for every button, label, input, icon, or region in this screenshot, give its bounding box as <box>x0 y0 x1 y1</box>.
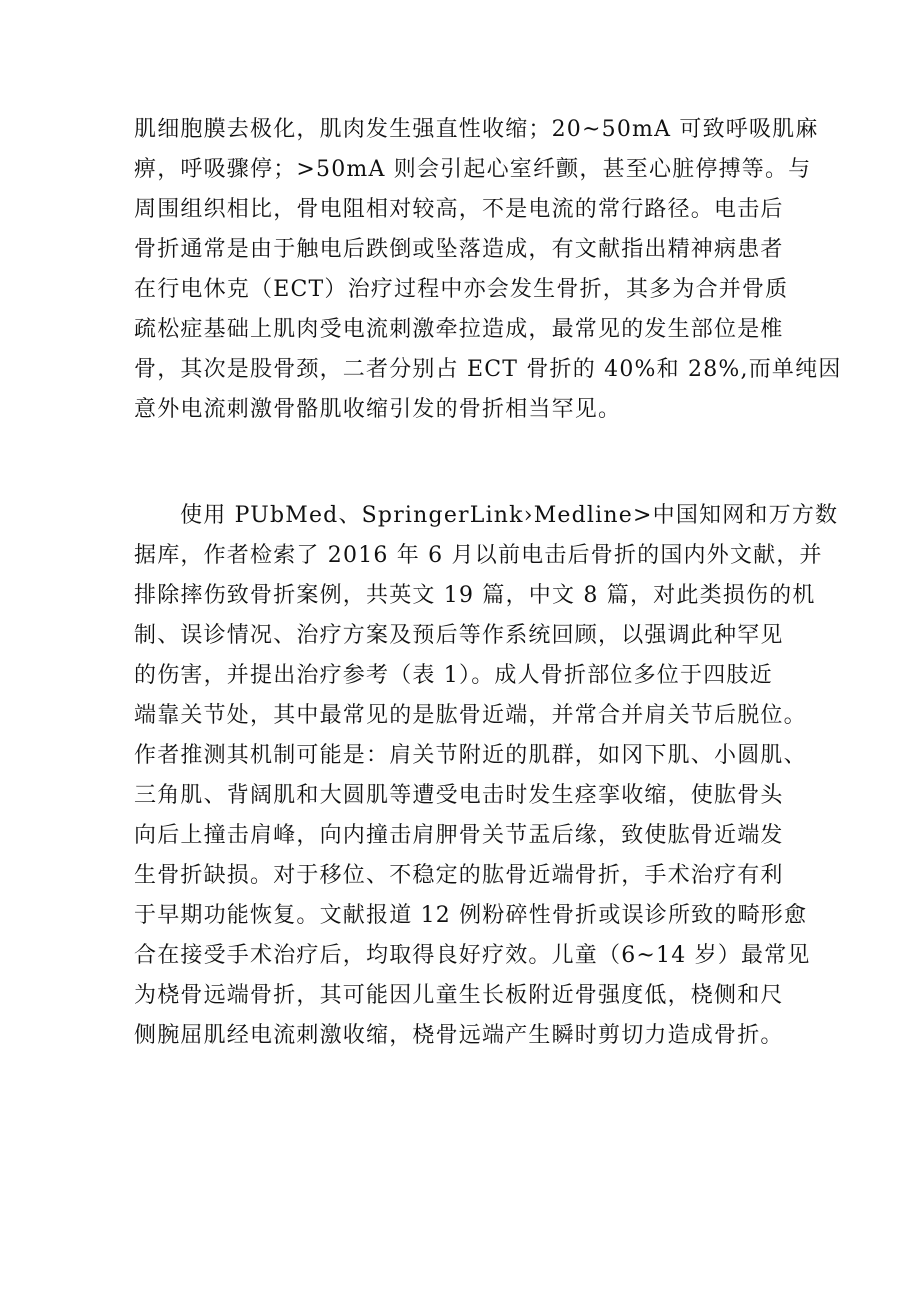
paragraph-line: 周围组织相比，骨电阻相对较高，不是电流的常行路径。电击后 <box>134 197 784 222</box>
paragraph-line: 合在接受手术治疗后，均取得良好疗效。儿童（6~14 岁）最常见 <box>134 943 811 968</box>
paragraph-line: 疏松症基础上肌肉受电流刺激牵拉造成，最常见的发生部位是椎 <box>134 317 784 342</box>
paragraph-line: 生骨折缺损。对于移位、不稳定的肱骨近端骨折，手术治疗有利 <box>134 863 784 888</box>
paragraph-first-line: 使用 PUbMed、SpringerLink›Medline>中国知网和万方数 <box>180 503 839 528</box>
paragraph-line: 向后上撞击肩峰，向内撞击肩胛骨关节盂后缘，致使肱骨近端发 <box>134 823 784 848</box>
paragraph-line: 于早期功能恢复。文献报道 12 例粉碎性骨折或误诊所致的畸形愈 <box>134 903 808 928</box>
paragraph-line: 为桡骨远端骨折，其可能因儿童生长板附近骨强度低，桡侧和尺 <box>134 983 784 1008</box>
paragraph-line: 骨，其次是股骨颈，二者分别占 ECT 骨折的 40%和 28%,而单纯因 <box>134 357 842 382</box>
paragraph-line: 据库，作者检索了 2016 年 6 月以前电击后骨折的国内外文献，并 <box>134 543 823 568</box>
paragraph-line: 意外电流刺激骨骼肌收缩引发的骨折相当罕见。 <box>134 397 622 422</box>
paragraph-line: 制、误诊情况、治疗方案及预后等作系统回顾，以强调此种罕见 <box>134 623 784 648</box>
paragraph-line: 端靠关节处，其中最常见的是肱骨近端，并常合并肩关节后脱位。 <box>134 703 807 728</box>
paragraph-line: 骨折通常是由于触电后跌倒或坠落造成，有文献指出精神病患者 <box>134 237 784 262</box>
paragraph-line: 的伤害，并提出治疗参考（表 1）。成人骨折部位多位于四肢近 <box>134 663 773 688</box>
paragraph-2 <box>134 496 839 1056</box>
paragraph-line: 排除摔伤致骨折案例，共英文 19 篇，中文 8 篇，对此类损伤的机 <box>134 583 816 608</box>
paragraph-1 <box>134 110 842 430</box>
paragraph-line: 在行电休克（ECT）治疗过程中亦会发生骨折，其多为合并骨质 <box>134 277 789 302</box>
paragraph-line: 作者推测其机制可能是：肩关节附近的肌群，如冈下肌、小圆肌、 <box>134 743 807 768</box>
paragraph-line: 肌细胞膜去极化，肌肉发生强直性收缩；20~50mA 可致呼吸肌麻 <box>134 117 819 142</box>
paragraph-line: 痹，呼吸骤停；>50mA 则会引起心室纤颤，甚至心脏停搏等。与 <box>134 157 812 182</box>
paragraph-line: 三角肌、背阔肌和大圆肌等遭受电击时发生痉挛收缩，使肱骨头 <box>134 783 784 808</box>
paragraph-line: 侧腕屈肌经电流刺激收缩，桡骨远端产生瞬时剪切力造成骨折。 <box>134 1023 784 1048</box>
